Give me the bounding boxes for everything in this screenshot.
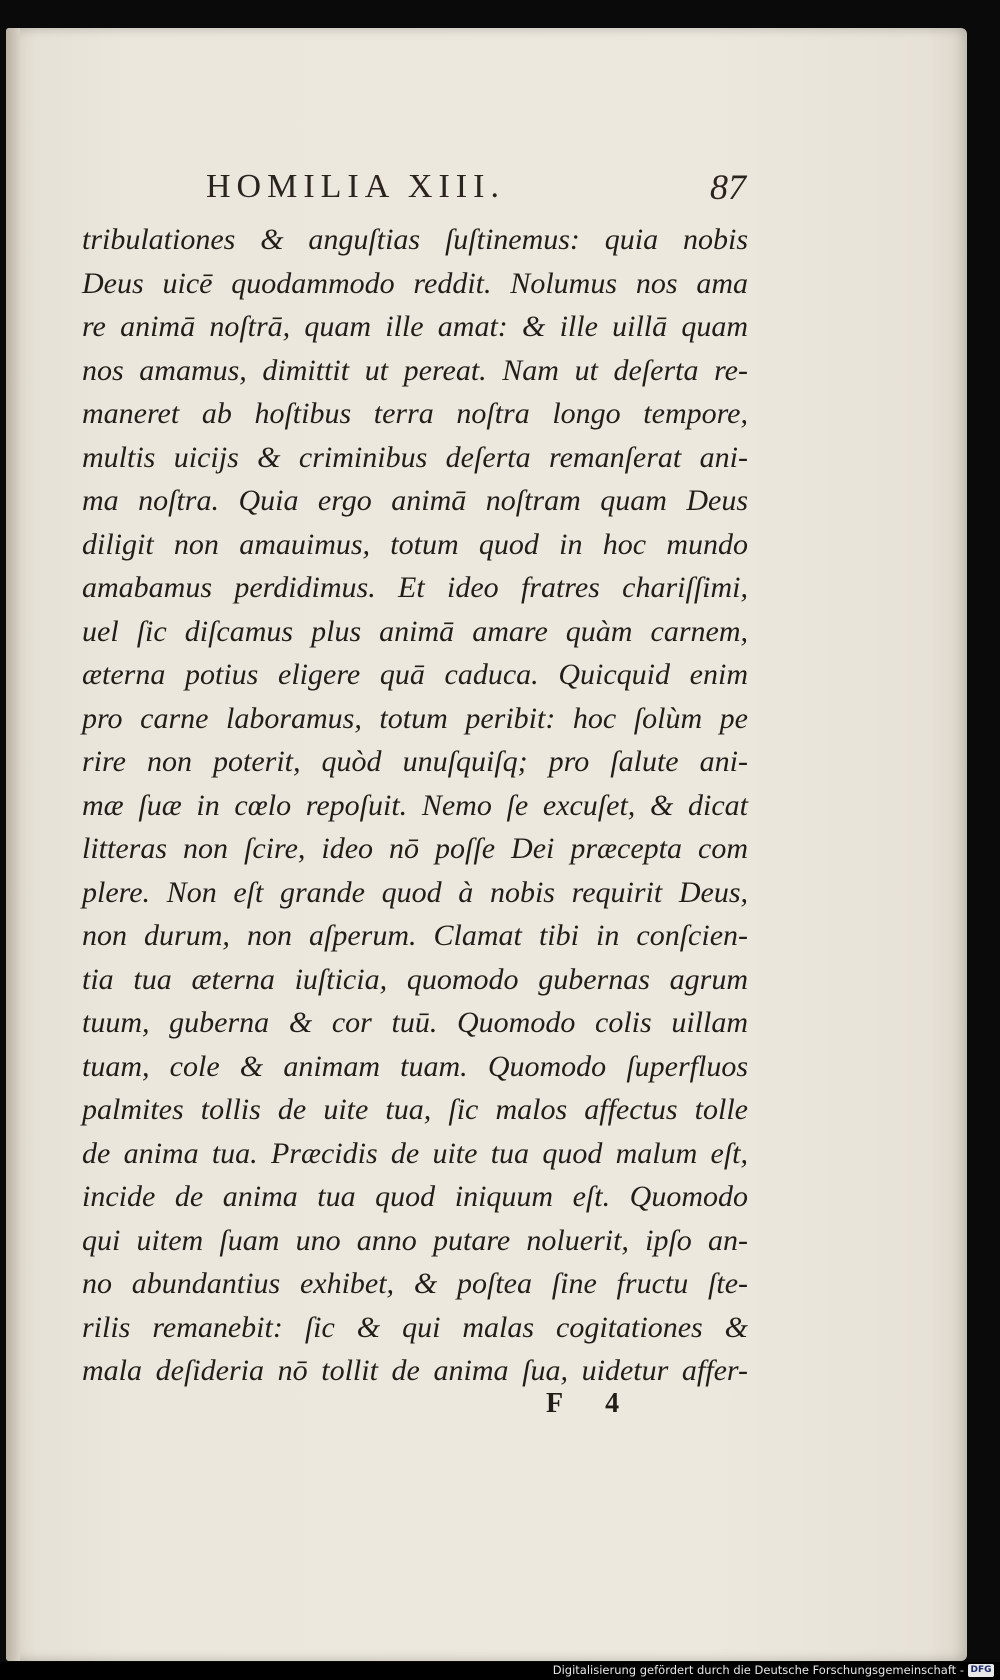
text-line: de anima tua. Præcidis de uite tua quod malum eſt, [82, 1136, 748, 1170]
text-line: tuum, guberna & cor tuū. Quomodo colis uillam [82, 1006, 748, 1039]
text-line: pro carne laboramus, totum peribit: hoc ſolùm pe [82, 701, 748, 735]
text-line: mala deſideria nō tollit de anima ſua, uidetur affer- [82, 1354, 748, 1387]
text-line: Deus uicē quodammodo reddit. Nolumus nos ama [82, 266, 748, 300]
dfg-logo: DFG [968, 1664, 994, 1677]
text-line: multis uicijs & criminibus deſerta remanſerat ani- [82, 440, 748, 474]
text-line: uel ſic diſcamus plus animā amare quàm carnem, [82, 614, 748, 648]
page-header [206, 168, 746, 212]
text-line: tuam, cole & animam tuam. Quomodo ſuperfluos [82, 1049, 748, 1083]
text-line: plere. Non eſt grande quod à nobis requirit Deus, [82, 875, 748, 909]
text-line: tribulationes & anguſtias ſuſtinemus: quia nobis [82, 223, 748, 256]
signature-mark: F 4 [546, 1388, 638, 1419]
text-line: re animā noſtrā, quam ille amat: & ille uillā quam [82, 310, 748, 343]
folio-number: 87 [710, 167, 746, 207]
text-line: maneret ab hoſtibus terra noſtra longo tempore, [82, 397, 748, 430]
text-line: incide de anima tua quod iniquum eſt. Quomodo [82, 1180, 748, 1213]
book-page [6, 28, 967, 1661]
running-head: HOMILIA XIII. [206, 168, 505, 205]
text-line: rilis remanebit: ſic & qui malas cogitationes & [82, 1310, 748, 1344]
digitization-credit: Digitalisierung gefördert durch die Deutsche Forschungsgemeinschaft - [552, 1663, 964, 1677]
text-line: palmites tollis de uite tua, ſic malos affectus tolle [82, 1093, 748, 1126]
text-line: mæ ſuæ in cœlo repoſuit. Nemo ſe excuſet, & dicat [82, 788, 748, 822]
body-text [82, 218, 748, 1393]
text-line: nos amamus, dimittit ut pereat. Nam ut deſerta re- [82, 353, 748, 387]
text-line: diligit non amauimus, totum quod in hoc mundo [82, 527, 748, 561]
text-line: ma noſtra. Quia ergo animā noſtram quam Deus [82, 484, 748, 517]
text-line: rire non poterit, quòd unuſquiſq; pro ſalute ani- [82, 745, 748, 778]
text-line: no abundantius exhibet, & poſtea ſine fructu ſte- [82, 1267, 748, 1300]
page-edge [6, 28, 20, 1661]
text-line: æterna potius eligere quā caduca. Quicquid enim [82, 658, 748, 691]
text-line: litteras non ſcire, ideo nō poſſe Dei præcepta com [82, 832, 748, 865]
text-line: non durum, non aſperum. Clamat tibi in conſcien- [82, 919, 748, 952]
text-line: qui uitem ſuam uno anno putare noluerit, ipſo an- [82, 1223, 748, 1257]
text-line: tia tua æterna iuſticia, quomodo gubernas agrum [82, 962, 748, 996]
text-line: amabamus perdidimus. Et ideo fratres chariſſimi, [82, 571, 748, 604]
